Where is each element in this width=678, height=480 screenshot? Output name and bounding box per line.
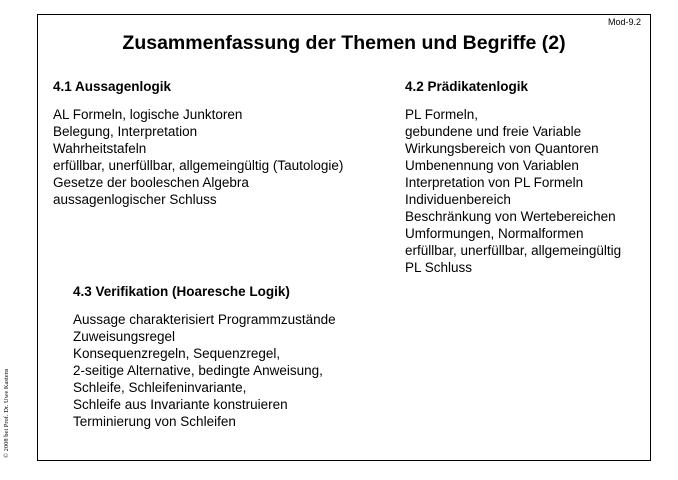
topic-list: [405, 106, 621, 276]
topic-item: gebundene und freie Variable: [405, 124, 582, 139]
topic-item: Umbenennung von Variablen: [405, 158, 579, 173]
topic-item: AL Formeln, logische Junktoren: [53, 107, 243, 122]
section-heading: 4.1 Aussagenlogik: [53, 79, 172, 94]
section-praedikatenlogik: [405, 79, 621, 276]
topic-item: Beschränkung von Wertebereichen: [405, 209, 616, 224]
topic-item: Konsequenzregeln, Sequenzregel,: [73, 346, 281, 361]
topic-item: Wahrheitstafeln: [53, 141, 147, 156]
slide-frame: [37, 14, 651, 461]
topic-list: [73, 311, 336, 430]
section-aussagenlogik: [53, 79, 343, 208]
section-heading: 4.3 Verifikation (Hoaresche Logik): [73, 284, 290, 299]
topic-item: Wirkungsbereich von Quantoren: [405, 141, 599, 156]
topic-item: Zuweisungsregel: [73, 329, 176, 344]
topic-item: Aussage charakterisiert Programmzustände: [73, 312, 336, 327]
copyright-notice: © 2008 bei Prof. Dr. Uwe Kastens: [3, 368, 10, 458]
topic-item: Individuenbereich: [405, 192, 511, 207]
topic-item: erfüllbar, unerfüllbar, allgemeingültig (Tautologie): [53, 158, 344, 173]
topic-item: Schleife, Schleifeninvariante,: [73, 380, 247, 395]
topic-item: erfüllbar, unerfüllbar, allgemeingültig: [405, 243, 622, 258]
topic-item: 2-seitige Alternative, bedingte Anweisung,: [73, 363, 323, 378]
topic-item: Belegung, Interpretation: [53, 124, 198, 139]
slide-title: Zusammenfassung der Themen und Begriffe (2): [122, 32, 566, 54]
topic-item: aussagenlogischer Schluss: [53, 192, 217, 207]
topic-item: Gesetze der booleschen Algebra: [53, 175, 249, 190]
topic-item: PL Schluss: [405, 260, 473, 275]
topic-item: Umformungen, Normalformen: [405, 226, 584, 241]
section-heading: 4.2 Prädikatenlogik: [405, 79, 529, 94]
topic-item: Schleife aus Invariante konstruieren: [73, 397, 288, 412]
topic-list: [53, 106, 343, 208]
section-verifikation: [73, 284, 336, 430]
topic-item: Interpretation von PL Formeln: [405, 175, 584, 190]
topic-item: Terminierung von Schleifen: [73, 414, 236, 429]
topic-item: PL Formeln,: [405, 107, 479, 122]
slide-id: Mod-9.2: [607, 17, 641, 27]
